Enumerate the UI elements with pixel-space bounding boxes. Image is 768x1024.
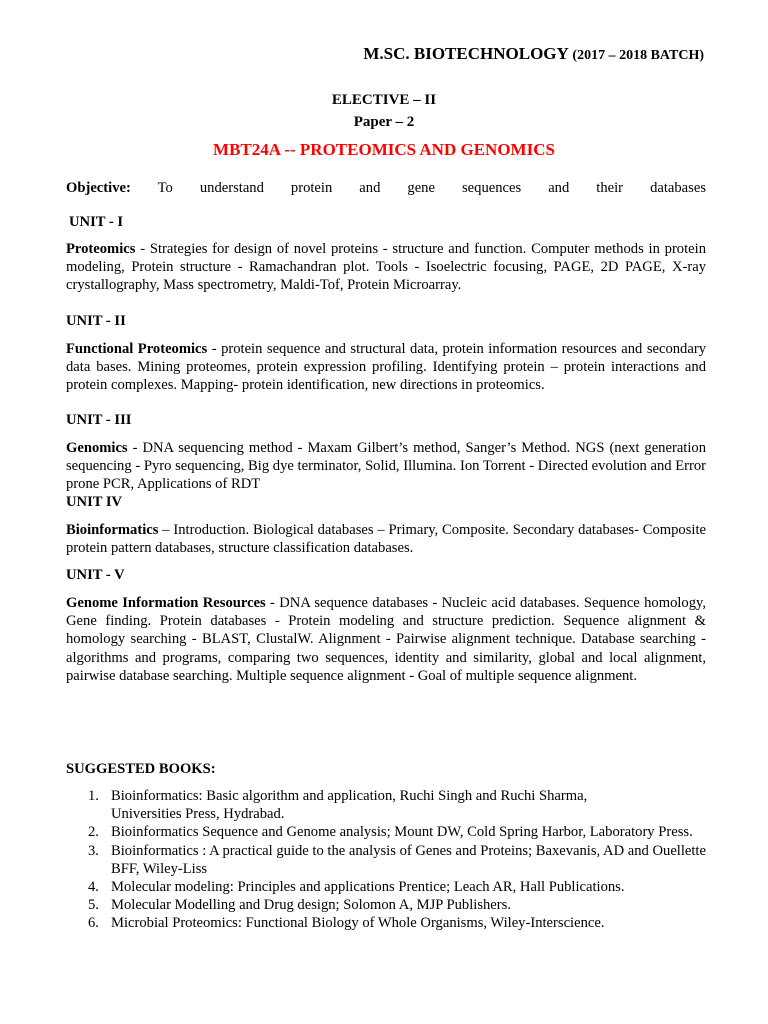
elective-label: ELECTIVE – II bbox=[331, 92, 437, 108]
unit-2-heading: UNIT - II bbox=[66, 313, 126, 329]
book-text: Molecular modeling: Principles and applications Prentice; Leach AR, Hall Publications. bbox=[111, 879, 625, 896]
unit-4-text: – Introduction. Biological databases – Primary, Composite. Secondary databases- Composite protein pattern databases, structure classification databases. bbox=[66, 522, 706, 557]
unit-3-heading: UNIT - III bbox=[66, 412, 132, 428]
unit-2-text: - protein sequence and structural data, protein information resources and secondary data bases. Mining proteomes, protein expression profiling. Identifying protein – protein interactions and protein complexes. Mapping- protein identification, new directions in proteomics. bbox=[66, 341, 706, 394]
unit-3-term: Genomics bbox=[66, 440, 128, 456]
objective-text: To understand protein and gene sequences and their databases bbox=[157, 180, 706, 196]
list-item bbox=[66, 914, 706, 932]
list-item bbox=[66, 823, 706, 841]
unit-1-text: - Strategies for design of novel proteins - structure and function. Computer methods in protein modeling, Protein structure - Ramachandran plot. Tools - Isoelectric focusing, PAGE, 2D PAGE, X-ray crystallography, Mass spectrometry, Maldi-Tof, Protein Microarray. bbox=[66, 241, 706, 294]
unit-4-term: Bioinformatics bbox=[66, 522, 159, 538]
book-text: Bioinformatics: Basic algorithm and application, Ruchi Singh and Ruchi Sharma, Universities Press, Hydrabad. bbox=[111, 788, 588, 823]
program-title: M.SC. BIOTECHNOLOGY bbox=[363, 44, 569, 63]
unit-4-body bbox=[66, 521, 706, 557]
unit-5-heading: UNIT - V bbox=[66, 567, 125, 583]
list-item bbox=[66, 896, 706, 914]
paper-label: Paper – 2 bbox=[353, 114, 415, 130]
list-number: 1. bbox=[88, 788, 99, 804]
unit-5-term: Genome Information Resources bbox=[66, 595, 266, 611]
list-number: 4. bbox=[88, 879, 99, 896]
unit-5-text: - DNA sequence databases - Nucleic acid databases. Sequence homology, Gene finding. Protein databases - Protein modeling and structure prediction. Sequence alignment & homology searching - BLAST, ClustalW. Alignment - Pairwise alignment technique. Database searching - algorithms and programs, comparing two sequences, identity and similarity, global and local alignment, pairwise database searching. Multiple sequence alignment - Goal of multiple sequence alignment. bbox=[66, 595, 707, 684]
book-text: Microbial Proteomics: Functional Biology of Whole Organisms, Wiley-Interscience. bbox=[111, 915, 605, 932]
list-number: 5. bbox=[88, 897, 99, 914]
course-title: MBT24A -- PROTEOMICS AND GENOMICS bbox=[213, 140, 555, 159]
unit-4-heading: UNIT IV bbox=[66, 494, 123, 510]
unit-3-body bbox=[66, 439, 706, 494]
unit-2-body bbox=[66, 340, 706, 395]
unit-5-body bbox=[66, 594, 706, 685]
objective-label: Objective: bbox=[66, 180, 131, 196]
program-header bbox=[363, 44, 704, 64]
list-number: 6. bbox=[88, 915, 99, 932]
batch-label: (2017 – 2018 BATCH) bbox=[572, 48, 704, 63]
book-text: Bioinformatics Sequence and Genome analysis; Mount DW, Cold Spring Harbor, Laboratory Press. bbox=[111, 824, 693, 841]
book-text: Bioinformatics : A practical guide to the analysis of Genes and Proteins; Baxevanis, AD and Ouellette BFF, Wiley-Liss bbox=[111, 842, 706, 877]
list-item bbox=[66, 842, 706, 878]
list-number: 3. bbox=[88, 842, 99, 859]
objective bbox=[66, 179, 706, 197]
unit-3-text: - DNA sequencing method - Maxam Gilbert’s method, Sanger’s Method. NGS (next generation sequencing - Pyro sequencing, Big dye terminator, Solid, Illumina. Ion Torrent - Directed evolution and Error prone PCR, Applications of RDT bbox=[66, 440, 706, 493]
books-list bbox=[66, 787, 706, 933]
unit-2-term: Functional Proteomics bbox=[66, 341, 208, 357]
book-text: Molecular Modelling and Drug design; Solomon A, MJP Publishers. bbox=[111, 897, 511, 914]
list-number: 2. bbox=[88, 824, 99, 841]
suggested-books-heading: SUGGESTED BOOKS: bbox=[66, 761, 216, 777]
unit-1-body bbox=[66, 240, 706, 295]
list-item bbox=[66, 878, 706, 896]
list-item bbox=[66, 787, 651, 823]
unit-1-heading: UNIT - I bbox=[69, 214, 124, 230]
unit-1-term: Proteomics bbox=[66, 241, 136, 257]
